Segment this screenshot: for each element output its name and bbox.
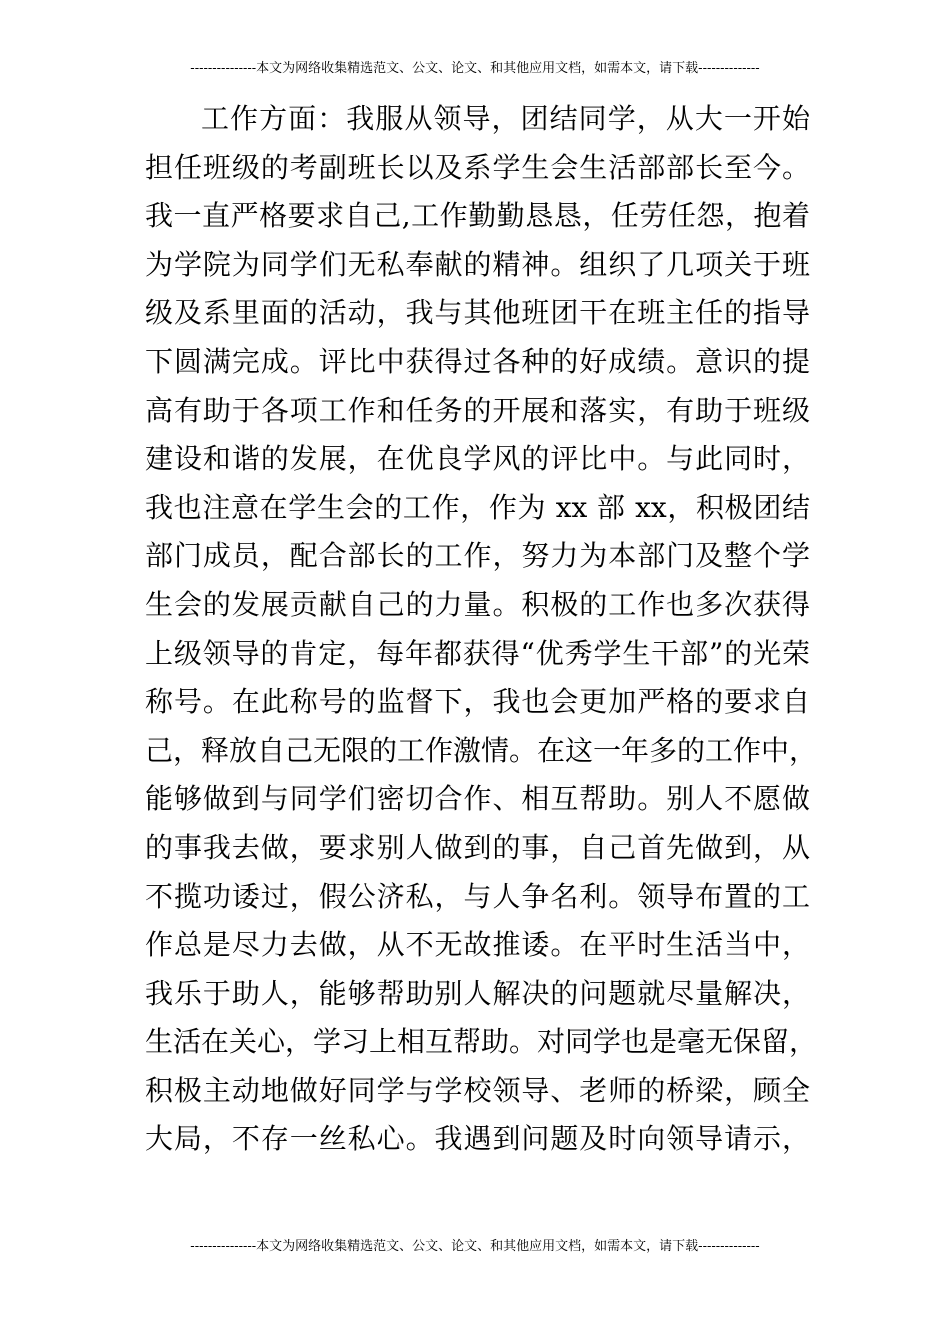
paragraph-line: 积极主动地做好同学与学校领导、老师的桥梁，顾全 bbox=[145, 1073, 810, 1107]
paragraph-line: 我也注意在学生会的工作，作为 xx 部 xx，积极团结 bbox=[145, 490, 810, 524]
paragraph-line: 能够做到与同学们密切合作、相互帮助。别人不愿做 bbox=[145, 782, 810, 816]
paragraph-line: 担任班级的考副班长以及系学生会生活部部长至今。 bbox=[145, 150, 810, 184]
paragraph-line: 工作方面：我服从领导，团结同学，从大一开始 bbox=[201, 102, 810, 135]
paragraph-line: 生会的发展贡献自己的力量。积极的工作也多次获得 bbox=[145, 587, 810, 621]
paragraph-line: 己，释放自己无限的工作激情。在这一年多的工作中， bbox=[145, 733, 818, 767]
paragraph-line: 高有助于各项工作和任务的开展和落实，有助于班级 bbox=[145, 393, 810, 427]
paragraph-line: 建设和谐的发展，在优良学风的评比中。与此同时， bbox=[145, 442, 810, 476]
paragraph-line: 为学院为同学们无私奉献的精神。组织了几项关于班 bbox=[145, 247, 810, 281]
paragraph-line: 不揽功诿过，假公济私，与人争名利。领导布置的工 bbox=[145, 879, 810, 913]
footer-notice: ---------------本文为网络收集精选范文、公文、论文、和其他应用文档，如需本文，请下载-------------- bbox=[190, 1239, 760, 1254]
paragraph-line: 级及系里面的活动，我与其他班团干在班主任的指导 bbox=[145, 296, 810, 330]
paragraph-line: 我乐于助人，能够帮助别人解决的问题就尽量解决， bbox=[145, 976, 810, 1010]
header-notice: ---------------本文为网络收集精选范文、公文、论文、和其他应用文档，如需本文，请下载-------------- bbox=[190, 61, 760, 76]
paragraph-line: 部门成员，配合部长的工作，努力为本部门及整个学 bbox=[145, 539, 810, 573]
paragraph-line: 上级领导的肯定，每年都获得“优秀学生干部”的光荣 bbox=[145, 636, 810, 670]
paragraph-line: 生活在关心，学习上相互帮助。对同学也是毫无保留， bbox=[145, 1025, 818, 1059]
paragraph-line: 大局，不存一丝私心。我遇到问题及时向领导请示， bbox=[145, 1122, 810, 1156]
body-paragraph bbox=[145, 95, 818, 1164]
paragraph-line: 作总是尽力去做，从不无故推诿。在平时生活当中， bbox=[145, 928, 810, 962]
paragraph-line: 我一直严格要求自己,工作勤勤恳恳，任劳任怨，抱着 bbox=[145, 199, 810, 233]
paragraph-line: 的事我去做，要求别人做到的事，自己首先做到，从 bbox=[145, 830, 810, 864]
paragraph-line: 称号。在此称号的监督下，我也会更加严格的要求自 bbox=[145, 685, 810, 719]
paragraph-line: 下圆满完成。评比中获得过各种的好成绩。意识的提 bbox=[145, 344, 810, 378]
